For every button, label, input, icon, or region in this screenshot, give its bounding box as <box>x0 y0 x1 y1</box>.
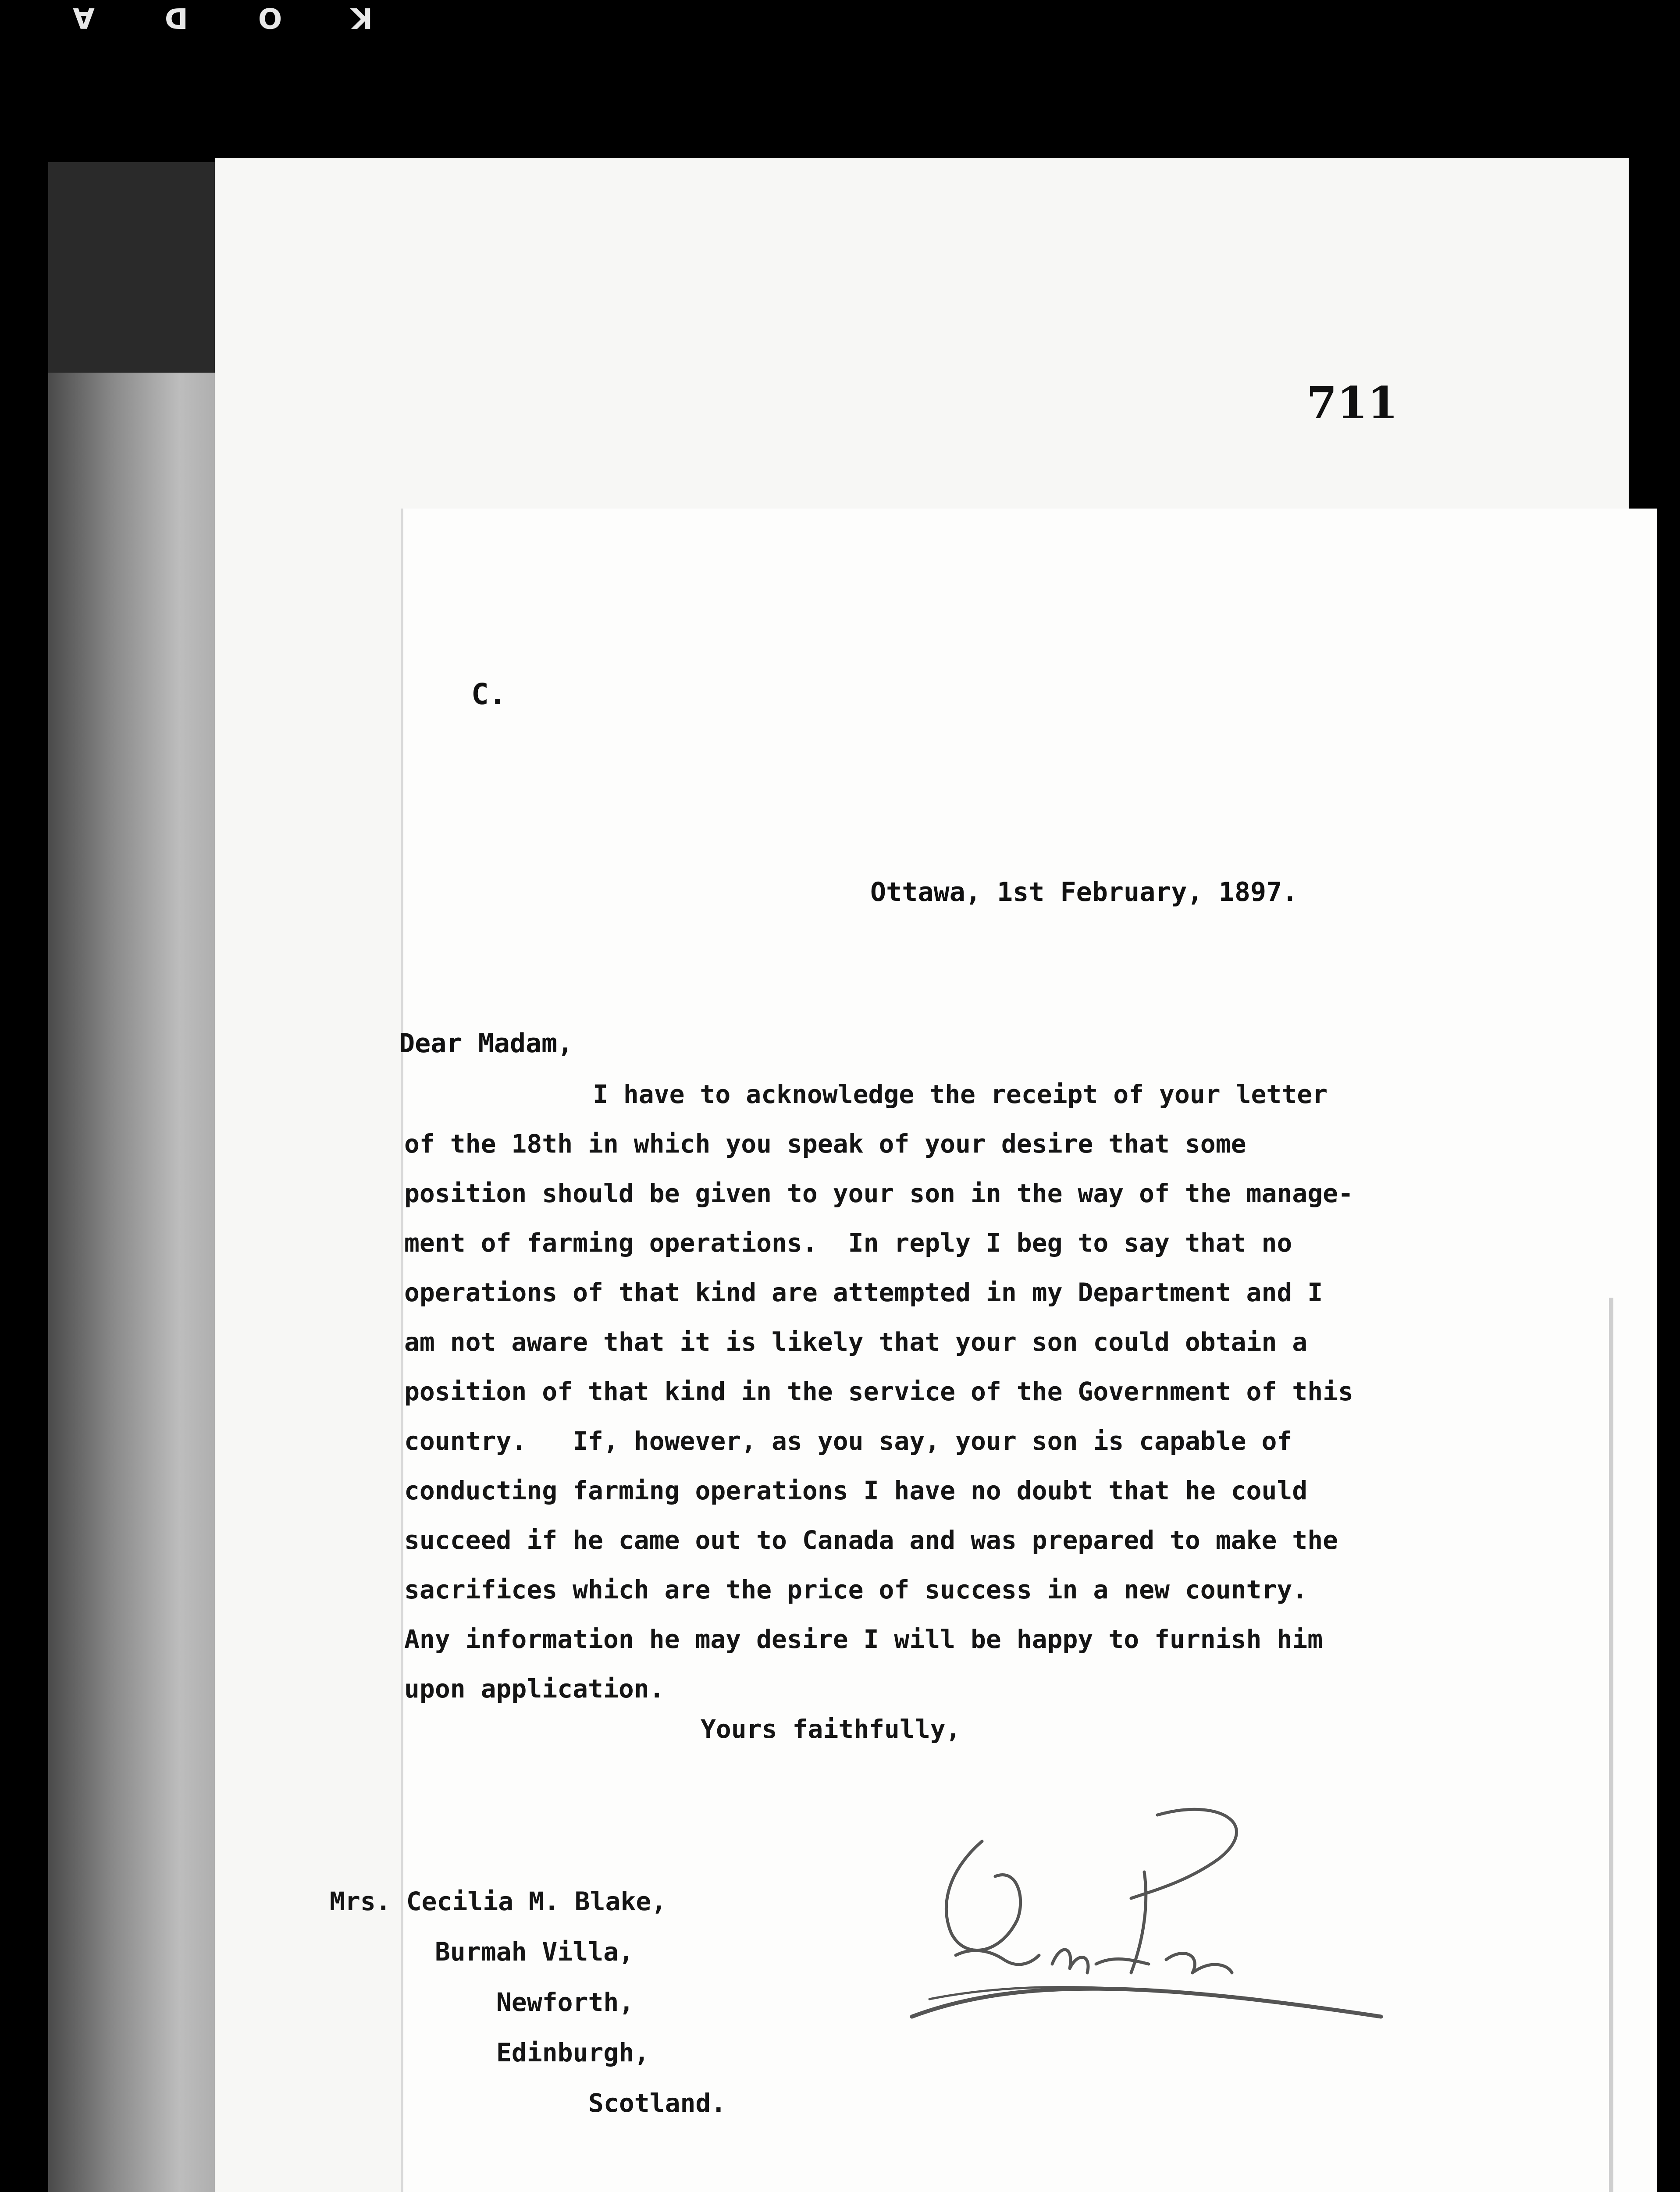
body-line: country. If, however, as you say, your son is capable of <box>404 1426 1292 1456</box>
body-line: I have to acknowledge the receipt of your letter <box>593 1079 1328 1109</box>
address-line: Mrs. Cecilia M. Blake, <box>330 1886 667 1916</box>
sheet-edge <box>1609 1298 1613 2192</box>
address-line: Newforth, <box>496 1987 634 2017</box>
closing: Yours faithfully, <box>701 1714 961 1744</box>
body-line: operations of that kind are attempted in my Department and I <box>404 1277 1323 1307</box>
handwritten-signature <box>886 1789 1390 2060</box>
recipient-address <box>330 1876 726 2128</box>
body-line: upon application. <box>404 1674 665 1704</box>
file-mark: C. <box>471 677 506 711</box>
address-line: Burmah Villa, <box>435 1937 634 1967</box>
address-line: Scotland. <box>588 2088 726 2118</box>
body-line: conducting farming operations I have no doubt that he could <box>404 1476 1308 1505</box>
letter-body <box>404 1070 1369 1714</box>
body-line: ment of farming operations. In reply I beg to say that no <box>404 1228 1292 1258</box>
page-number: 711 <box>1306 377 1398 429</box>
body-line: succeed if he came out to Canada and was prepared to make the <box>404 1525 1338 1555</box>
body-line: of the 18th in which you speak of your desire that some <box>404 1129 1246 1159</box>
salutation: Dear Madam, <box>399 1028 573 1059</box>
dateline: Ottawa, 1st February, 1897. <box>870 877 1298 907</box>
body-line: Any information he may desire I will be happy to furnish him <box>404 1624 1323 1654</box>
address-line: Edinburgh, <box>496 2038 650 2067</box>
film-edge-code: KODA <box>3 1 373 34</box>
body-line: am not aware that it is likely that your son could obtain a <box>404 1327 1308 1357</box>
body-line: sacrifices which are the price of success in a new country. <box>404 1575 1308 1605</box>
body-line: position should be given to your son in the way of the manage- <box>404 1178 1353 1208</box>
body-line: position of that kind in the service of the Government of this <box>404 1377 1353 1406</box>
